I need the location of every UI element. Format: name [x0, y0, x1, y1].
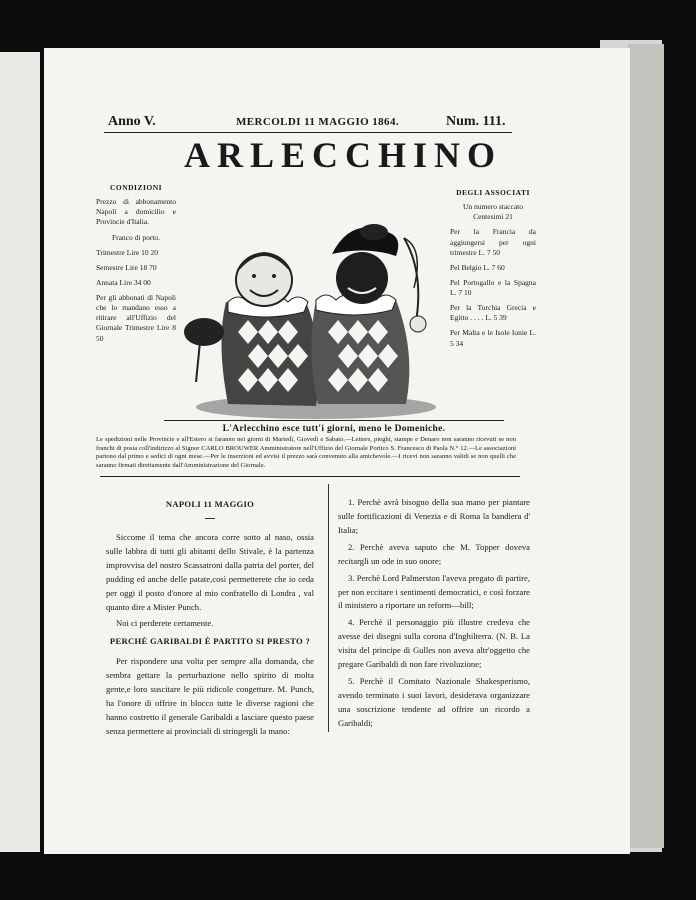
issue-date: MERCOLDI 11 MAGGIO 1864. — [236, 116, 399, 128]
newspaper-title: ARLECCHINO — [184, 135, 503, 175]
conditions-extra: Per gli abbonati di Napoli che lo mandano esso a ritirare all'Uffizio del Giornale Trimestre Lire 8 50 — [96, 293, 176, 343]
article-column-right — [338, 496, 530, 734]
article-paragraph: Siccome il tema che ancora corre sotto al naso, ossia sulle labbra di tutti gli abitanti dello Stivale, è la partenza improvvisa del nostro Scassatroni dalla patria del porter, del pudding ed anche delle patate,così permetterete che io ceda per oggi il posto d'onore al mio confratello di Londra , val quanto dire a Mister Punch. — [106, 531, 314, 612]
article-paragraph: Per rispondere una volta per sempre alla domanda, che sembra gettare la perturbazione nello spirito di molta gente,e loro suscitare le più ridicole congetture. M. Punch, ha l'onore di offrire in blocco tutte le diverse ragioni che hanno costretto il generale Garibaldi a lasciare questo paese senza permettere ai provinciali di stringergli la mano: — [106, 656, 314, 736]
tagline-rule-top — [164, 420, 504, 421]
adjacent-page — [0, 52, 40, 852]
article-paragraph: Noi ci perderete certamente. — [116, 618, 214, 629]
article-subheading: PERCHÈ GARIBALDI È PARTITO SI PRESTO ? — [109, 636, 311, 647]
publication-notice: Le spedizioni nelle Provincie e all'Estero si faranno nei giorni di Martedì, Giovedì e Sabato.—Lettere, pieghi, stampe e Denaro non saranno ricevuti se non franchi di posta coll'indirizzo al Signor CARLO BROUWER Amministratore nell'Uffizio del Giornale Portico S. Francesco di Paola N.° 12.—Le associazioni partono dal primo e sedici di ogni mese.—Per le inserzioni ed avvisi il prezzo sarà convenuto alla amichevole.—I ricevi non saranno validi se non quelli che saranno firmati direttamente dall'Amministrazione del Giornale. — [96, 436, 516, 469]
conditions-intro: Prezzo di abbonamento Napoli a domicilio e Provincie d'Italia. — [96, 197, 176, 227]
associates-box — [450, 188, 536, 354]
publication-tagline: L'Arlecchino esce tutt'i giorni, meno le Domeniche. — [222, 424, 446, 434]
associates-entry: Per Malta e le Isole Ionie L. 5 34 — [450, 328, 536, 348]
article-paragraph: 1. Perchè avrà bisogno della sua mano per piantare sulle fortificazioni di Venezia e di Roma la bandiera d' Italia; — [338, 497, 530, 535]
price-line: Annata Lire 34 00 — [96, 277, 151, 287]
article-column-left — [106, 496, 314, 742]
harlequin-drawing — [166, 182, 456, 422]
subscription-conditions — [96, 183, 176, 349]
article-paragraph: 2. Perchè aveva saputo che M. Topper doveva recitargli un ode in suo onore; — [338, 541, 530, 566]
harlequin-illustration — [166, 182, 456, 422]
associates-entry: Pel Belgio L. 7 60 — [450, 262, 505, 272]
associates-heading: DEGLI ASSOCIATI — [456, 188, 530, 197]
price-line: Semestre Lire 18 70 — [96, 262, 157, 272]
article-dateline: NAPOLI 11 MAGGIO — [165, 499, 255, 509]
volume-label: Anno V. — [108, 114, 156, 129]
column-divider — [328, 484, 329, 732]
issue-number: Num. 111. — [446, 114, 506, 129]
article-paragraph: 3. Perchè Lord Palmerston l'aveva pregato di partire, per non eccitare i sentimenti democratici, e così forzare il ministero a riportare un reform—bill; — [338, 572, 530, 611]
conditions-franco: Franco di porto. — [111, 232, 161, 242]
masthead-rule — [104, 132, 512, 133]
newspaper-page — [44, 48, 630, 854]
conditions-heading: CONDIZIONI — [109, 183, 163, 192]
notice-rule — [100, 476, 520, 477]
price-line: Trimestre Lire 10 20 — [96, 247, 159, 257]
associates-entry: Pel Portogallo e la Spagna L. 7 10 — [450, 277, 536, 297]
associates-entry: Per la Francia da aggiungersi per ogni trimestre L. 7 50 — [450, 227, 536, 257]
dateline-rule — [205, 518, 215, 519]
associates-entry: Per la Turchia Grecia e Egitto . . . . L. 5 39 — [450, 303, 536, 323]
article-paragraph: 4. Perchè il personaggio più illustre credeva che avesse dei disegni sulla corona d'Inghilterra. (N. B. La visita del principe di Gulles non aveva altr'oggetto che pregare Garibaldi di non fare rivoluzione; — [338, 617, 530, 670]
associates-entry: Un numero staccato Centesimi 21 — [463, 202, 523, 222]
page-edge-shadow — [628, 44, 664, 848]
article-paragraph: 5. Perchè il Comitato Nazionale Shakesperismo, avendo terminato i suoi lavori, desiderava organizzare una soscrizione tendente ad offrire un ricordo a Garibaldi; — [338, 676, 530, 728]
